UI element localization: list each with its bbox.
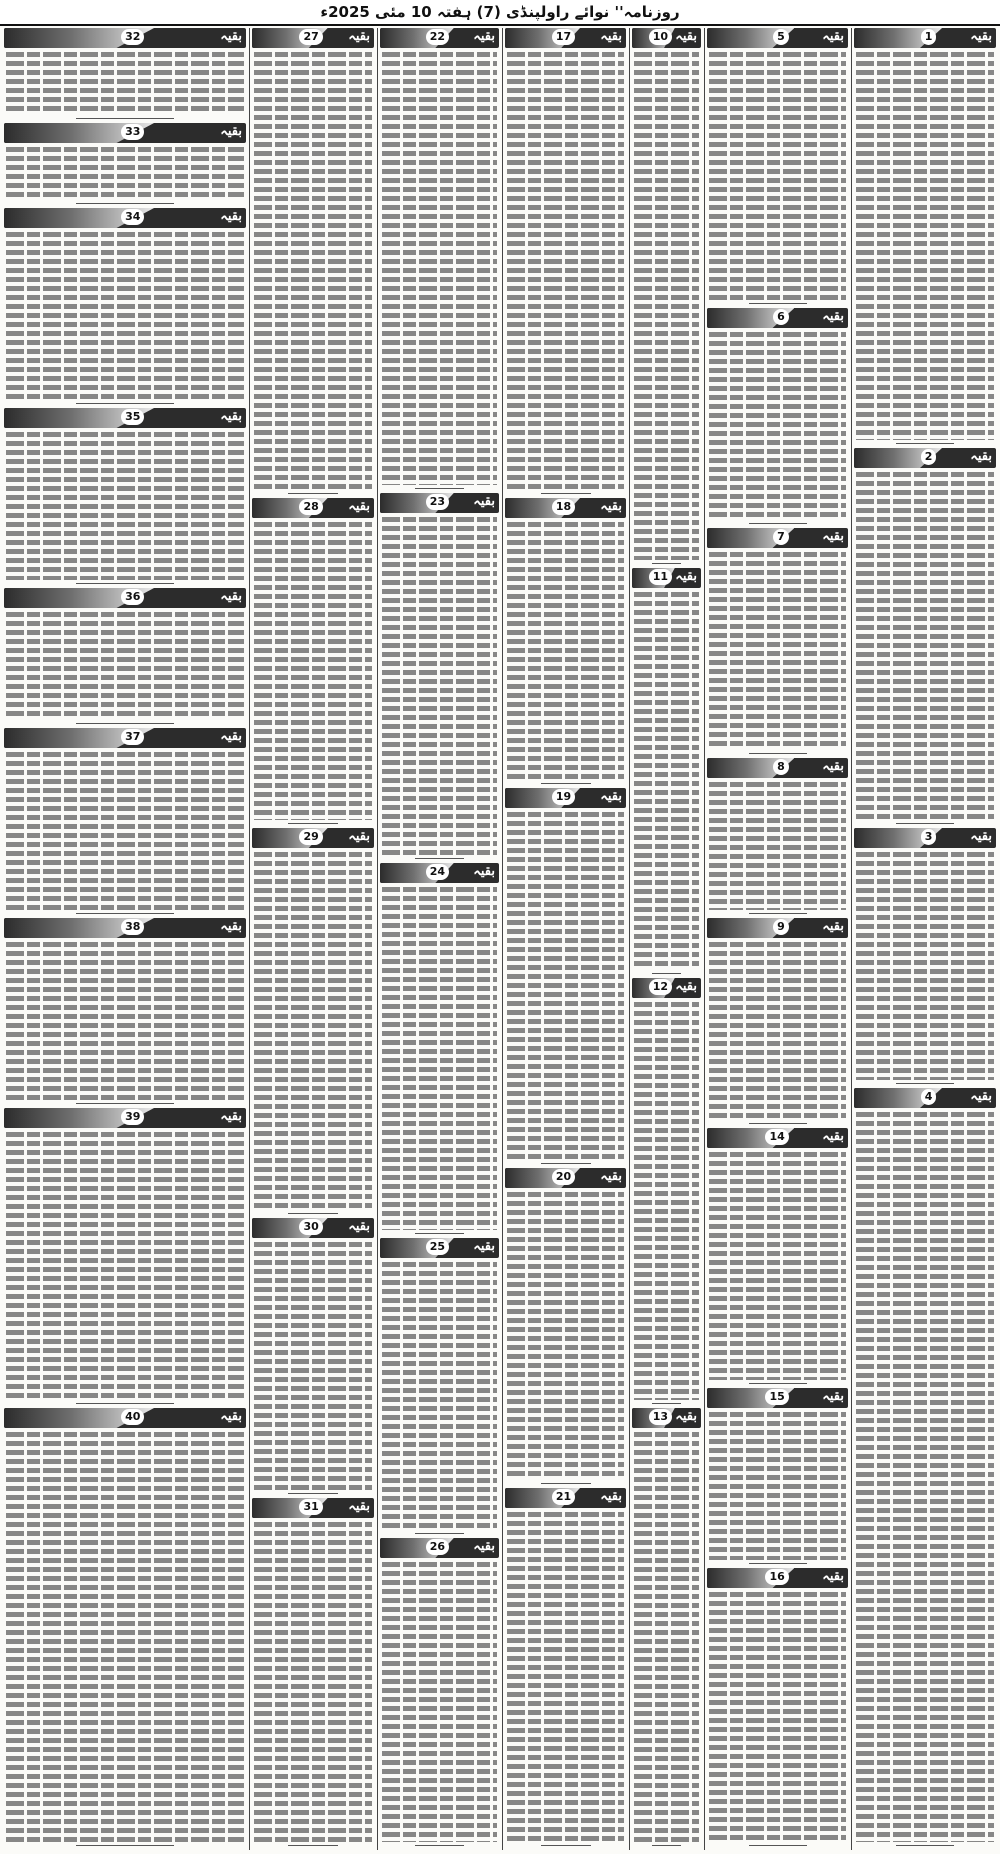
article-end-rule xyxy=(541,1845,591,1846)
continuation-badge xyxy=(4,28,246,48)
continued-article xyxy=(250,828,376,1216)
continuation-label: بقیہ xyxy=(600,499,622,514)
continuation-label: بقیہ xyxy=(675,29,697,44)
page-column xyxy=(250,28,376,1850)
page-column xyxy=(2,28,248,1850)
continuation-label: بقیہ xyxy=(348,1499,370,1514)
continuation-label: بقیہ xyxy=(970,829,992,844)
continued-article xyxy=(2,588,248,726)
continuation-badge xyxy=(707,758,848,778)
continued-article xyxy=(503,1168,628,1486)
continued-article xyxy=(250,28,376,496)
continuation-label: بقیہ xyxy=(822,29,844,44)
continuation-badge xyxy=(632,1408,701,1428)
continued-article xyxy=(705,758,850,916)
article-end-rule xyxy=(76,1403,174,1404)
continuation-number: 20 xyxy=(552,1169,575,1185)
article-end-rule xyxy=(415,858,464,859)
continuation-label: بقیہ xyxy=(348,29,370,44)
article-text-block xyxy=(507,1192,624,1480)
continuation-number: 6 xyxy=(773,309,789,325)
page-column xyxy=(852,28,998,1850)
continuation-number: 11 xyxy=(649,569,672,585)
continuation-number: 17 xyxy=(552,29,575,45)
article-text-block xyxy=(709,552,846,750)
article-text-block xyxy=(382,52,497,485)
continued-article xyxy=(705,1388,850,1566)
continuation-badge xyxy=(854,28,996,48)
continued-article xyxy=(852,1088,998,1848)
continued-article xyxy=(250,498,376,826)
continuation-number: 30 xyxy=(299,1219,322,1235)
continuation-number: 15 xyxy=(765,1389,788,1405)
column-rule xyxy=(502,28,503,1850)
article-text-block xyxy=(6,232,244,400)
column-rule xyxy=(249,28,250,1850)
article-text-block xyxy=(6,147,244,200)
continuation-badge xyxy=(505,1168,626,1188)
article-text-block xyxy=(6,1432,244,1842)
continuation-badge xyxy=(252,828,374,848)
continuation-label: بقیہ xyxy=(822,1569,844,1584)
article-end-rule xyxy=(541,1483,591,1484)
continuation-number: 19 xyxy=(552,789,575,805)
continuation-number: 1 xyxy=(921,29,937,45)
article-end-rule xyxy=(76,118,174,119)
continuation-label: بقیہ xyxy=(822,1389,844,1404)
continued-article xyxy=(705,28,850,306)
article-end-rule xyxy=(76,403,174,404)
continuation-number: 39 xyxy=(121,1109,144,1125)
continuation-badge xyxy=(505,1488,626,1508)
article-text-block xyxy=(254,852,372,1210)
continued-article xyxy=(503,28,628,496)
article-end-rule xyxy=(749,303,807,304)
article-end-rule xyxy=(541,493,591,494)
article-end-rule xyxy=(896,443,954,444)
continuation-number: 8 xyxy=(773,759,789,775)
continuation-number: 40 xyxy=(121,1409,144,1425)
article-text-block xyxy=(856,852,994,1080)
masthead xyxy=(0,0,1000,26)
continuation-number: 5 xyxy=(773,29,789,45)
continued-article xyxy=(2,208,248,406)
continuation-label: بقیہ xyxy=(348,1219,370,1234)
continuation-number: 34 xyxy=(121,209,144,225)
continuation-badge xyxy=(505,28,626,48)
continuation-label: بقیہ xyxy=(220,29,242,44)
article-end-rule xyxy=(749,1383,807,1384)
article-text-block xyxy=(6,432,244,580)
continued-article xyxy=(852,828,998,1086)
continued-article xyxy=(705,1568,850,1848)
continuation-number: 28 xyxy=(299,499,322,515)
continuation-label: بقیہ xyxy=(822,529,844,544)
article-end-rule xyxy=(749,753,807,754)
continuation-label: بقیہ xyxy=(600,1489,622,1504)
article-text-block xyxy=(382,517,497,855)
article-text-block xyxy=(709,1412,846,1560)
article-end-rule xyxy=(541,1163,591,1164)
continuation-badge xyxy=(380,1538,499,1558)
continuation-label: بقیہ xyxy=(220,589,242,604)
continuation-number: 7 xyxy=(773,529,789,545)
article-end-rule xyxy=(288,1493,338,1494)
continuation-number: 13 xyxy=(649,1409,672,1425)
article-end-rule xyxy=(896,1845,954,1846)
article-text-block xyxy=(6,52,244,115)
article-end-rule xyxy=(541,783,591,784)
continuation-label: بقیہ xyxy=(473,494,495,509)
continued-article xyxy=(250,1498,376,1848)
continuation-badge xyxy=(252,1498,374,1518)
continuation-label: بقیہ xyxy=(970,449,992,464)
continuation-badge xyxy=(707,1388,848,1408)
article-text-block xyxy=(6,612,244,720)
article-text-block xyxy=(382,887,497,1230)
continued-article xyxy=(378,28,501,491)
continuation-badge xyxy=(707,1568,848,1588)
continuation-number: 12 xyxy=(649,979,672,995)
continued-article xyxy=(503,498,628,786)
continuation-badge xyxy=(380,863,499,883)
article-end-rule xyxy=(288,493,338,494)
column-rule xyxy=(851,28,852,1850)
article-end-rule xyxy=(76,723,174,724)
continuation-badge xyxy=(4,728,246,748)
article-end-rule xyxy=(415,488,464,489)
continuation-badge xyxy=(4,408,246,428)
continuation-number: 32 xyxy=(121,29,144,45)
continuation-label: بقیہ xyxy=(348,829,370,844)
continued-article xyxy=(2,123,248,206)
continued-article xyxy=(630,1408,703,1848)
continuation-badge xyxy=(505,498,626,518)
continuation-badge xyxy=(380,493,499,513)
continuation-label: بقیہ xyxy=(822,309,844,324)
article-text-block xyxy=(6,752,244,910)
article-end-rule xyxy=(896,823,954,824)
article-text-block xyxy=(382,1262,497,1530)
continuation-number: 33 xyxy=(121,124,144,140)
continuation-badge xyxy=(4,1108,246,1128)
continuation-number: 3 xyxy=(921,829,937,845)
article-text-block xyxy=(6,1132,244,1400)
continued-article xyxy=(2,408,248,586)
continuation-number: 4 xyxy=(921,1089,937,1105)
continued-article xyxy=(852,448,998,826)
article-text-block xyxy=(856,1112,994,1842)
continued-article xyxy=(2,28,248,121)
continuation-badge xyxy=(4,208,246,228)
continuation-number: 10 xyxy=(649,29,672,45)
continued-article xyxy=(852,28,998,446)
continuation-number: 16 xyxy=(765,1569,788,1585)
continued-article xyxy=(2,918,248,1106)
continuation-number: 29 xyxy=(299,829,322,845)
article-text-block xyxy=(507,1512,624,1842)
page-column xyxy=(503,28,628,1850)
article-end-rule xyxy=(288,1845,338,1846)
continuation-number: 21 xyxy=(552,1489,575,1505)
continuation-label: بقیہ xyxy=(600,29,622,44)
continued-article xyxy=(378,1538,501,1848)
continuation-badge xyxy=(707,918,848,938)
article-text-block xyxy=(709,1152,846,1380)
continuation-label: بقیہ xyxy=(600,1169,622,1184)
continued-article xyxy=(378,1238,501,1536)
continuation-badge xyxy=(707,528,848,548)
continued-article xyxy=(2,728,248,916)
continuation-badge xyxy=(505,788,626,808)
continuation-badge xyxy=(632,978,701,998)
continuation-badge xyxy=(252,498,374,518)
continuation-number: 25 xyxy=(426,1239,449,1255)
continuation-badge xyxy=(4,918,246,938)
article-end-rule xyxy=(76,203,174,204)
continuation-label: بقیہ xyxy=(675,569,697,584)
article-end-rule xyxy=(76,583,174,584)
continued-article xyxy=(705,528,850,756)
article-text-block xyxy=(507,522,624,780)
continued-article xyxy=(630,978,703,1406)
continuation-label: بقیہ xyxy=(822,759,844,774)
article-end-rule xyxy=(749,1563,807,1564)
continuation-badge xyxy=(854,1088,996,1108)
continuation-label: بقیہ xyxy=(220,124,242,139)
article-end-rule xyxy=(749,1123,807,1124)
continued-article xyxy=(705,918,850,1126)
continuation-label: بقیہ xyxy=(348,499,370,514)
continuation-number: 35 xyxy=(121,409,144,425)
article-end-rule xyxy=(652,563,681,564)
page-column xyxy=(378,28,501,1850)
continuation-number: 23 xyxy=(426,494,449,510)
continuation-badge xyxy=(632,28,701,48)
page-column xyxy=(630,28,703,1850)
article-text-block xyxy=(856,472,994,820)
continued-article xyxy=(378,863,501,1236)
continuation-number: 22 xyxy=(426,29,449,45)
masthead-dateline: روزنامہ'' نوائے راولپنڈی (7) ہفتہ 10 مئی 2025ء xyxy=(320,3,680,21)
article-end-rule xyxy=(415,1533,464,1534)
continued-article xyxy=(630,28,703,566)
article-text-block xyxy=(856,52,994,440)
continuation-number: 37 xyxy=(121,729,144,745)
article-end-rule xyxy=(652,1403,681,1404)
continuation-label: بقیہ xyxy=(473,1239,495,1254)
continuation-label: بقیہ xyxy=(220,1109,242,1124)
article-end-rule xyxy=(749,913,807,914)
article-end-rule xyxy=(652,973,681,974)
continuation-number: 18 xyxy=(552,499,575,515)
article-text-block xyxy=(634,1432,699,1842)
continued-article xyxy=(705,308,850,526)
continuation-number: 2 xyxy=(921,449,937,465)
article-text-block xyxy=(634,1002,699,1400)
continuation-number: 31 xyxy=(299,1499,322,1515)
continued-article xyxy=(503,1488,628,1848)
article-text-block xyxy=(254,1242,372,1490)
continued-article xyxy=(503,788,628,1166)
continuation-badge xyxy=(4,123,246,143)
continuation-label: بقیہ xyxy=(970,1089,992,1104)
continuation-number: 26 xyxy=(426,1539,449,1555)
article-text-block xyxy=(254,522,372,820)
continued-article xyxy=(250,1218,376,1496)
continuation-label: بقیہ xyxy=(600,789,622,804)
article-text-block xyxy=(709,782,846,910)
article-text-block xyxy=(709,942,846,1120)
continuation-number: 14 xyxy=(765,1129,788,1145)
continuation-number: 27 xyxy=(299,29,322,45)
continuation-badge xyxy=(854,448,996,468)
continuation-label: بقیہ xyxy=(220,409,242,424)
article-end-rule xyxy=(76,1103,174,1104)
continuation-label: بقیہ xyxy=(220,729,242,744)
continuation-badge xyxy=(632,568,701,588)
continuation-badge xyxy=(854,828,996,848)
continued-article xyxy=(2,1408,248,1848)
continuation-label: بقیہ xyxy=(473,864,495,879)
article-text-block xyxy=(634,592,699,970)
article-text-block xyxy=(709,332,846,520)
continuation-label: بقیہ xyxy=(822,919,844,934)
continuation-label: بقیہ xyxy=(220,209,242,224)
article-text-block xyxy=(709,52,846,300)
continuation-label: بقیہ xyxy=(675,1409,697,1424)
article-text-block xyxy=(709,1592,846,1842)
continued-article xyxy=(2,1108,248,1406)
continued-article xyxy=(705,1128,850,1386)
article-text-block xyxy=(6,942,244,1100)
continuation-badge xyxy=(707,28,848,48)
continuation-number: 36 xyxy=(121,589,144,605)
article-end-rule xyxy=(415,1233,464,1234)
article-end-rule xyxy=(288,823,338,824)
continuation-badge xyxy=(252,28,374,48)
article-end-rule xyxy=(749,1845,807,1846)
continuation-label: بقیہ xyxy=(220,919,242,934)
continuation-label: بقیہ xyxy=(970,29,992,44)
continuation-number: 24 xyxy=(426,864,449,880)
column-rule xyxy=(704,28,705,1850)
article-text-block xyxy=(382,1562,497,1842)
continuation-label: بقیہ xyxy=(822,1129,844,1144)
continuation-badge xyxy=(380,1238,499,1258)
page-column xyxy=(705,28,850,1850)
article-end-rule xyxy=(288,1213,338,1214)
continuation-number: 9 xyxy=(773,919,789,935)
article-end-rule xyxy=(652,1845,681,1846)
article-text-block xyxy=(507,52,624,490)
continuation-badge xyxy=(4,588,246,608)
article-end-rule xyxy=(415,1845,464,1846)
article-end-rule xyxy=(76,1845,174,1846)
continuation-number: 38 xyxy=(121,919,144,935)
continuation-badge xyxy=(4,1408,246,1428)
continuation-badge xyxy=(707,308,848,328)
continuation-label: بقیہ xyxy=(473,1539,495,1554)
article-end-rule xyxy=(749,523,807,524)
column-rule xyxy=(629,28,630,1850)
continuation-label: بقیہ xyxy=(473,29,495,44)
column-rule xyxy=(377,28,378,1850)
continuation-label: بقیہ xyxy=(675,979,697,994)
article-text-block xyxy=(254,1522,372,1842)
continued-article xyxy=(630,568,703,976)
continuation-label: بقیہ xyxy=(220,1409,242,1424)
continued-article xyxy=(378,493,501,861)
article-end-rule xyxy=(76,913,174,914)
article-text-block xyxy=(254,52,372,490)
continuation-badge xyxy=(380,28,499,48)
article-end-rule xyxy=(896,1083,954,1084)
article-text-block xyxy=(507,812,624,1160)
continuation-badge xyxy=(707,1128,848,1148)
continuation-badge xyxy=(252,1218,374,1238)
article-text-block xyxy=(634,52,699,560)
